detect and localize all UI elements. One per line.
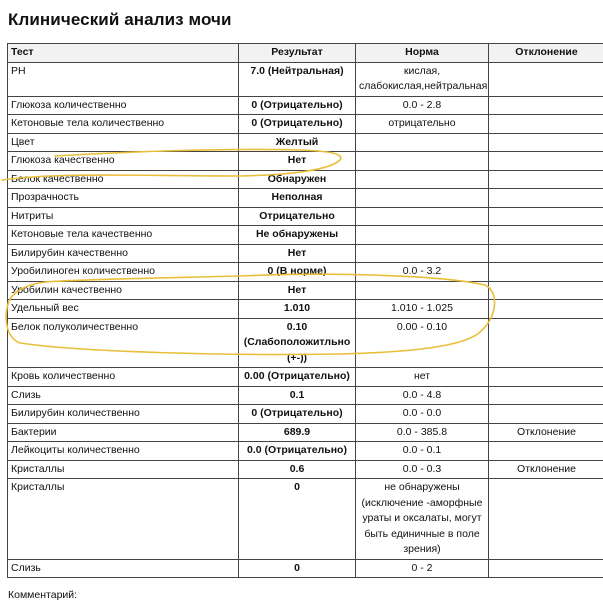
- cell-test: Прозрачность: [8, 189, 239, 208]
- cell-result: Нет: [239, 152, 356, 171]
- cell-norm: 0.0 - 4.8: [356, 386, 489, 405]
- cell-deviation: [489, 62, 603, 96]
- cell-result: Обнаружен: [239, 170, 356, 189]
- cell-norm: 0.0 - 0.3: [356, 460, 489, 479]
- cell-test: Бактерии: [8, 423, 239, 442]
- cell-result: Не обнаружены: [239, 226, 356, 245]
- table-row: [8, 62, 603, 96]
- cell-test: Кетоновые тела качественно: [8, 226, 239, 245]
- table-row: [8, 318, 603, 368]
- cell-norm: [356, 244, 489, 263]
- cell-norm: отрицательно: [356, 115, 489, 134]
- cell-test: Слизь: [8, 386, 239, 405]
- cell-deviation: [489, 152, 603, 171]
- cell-result: 0.6: [239, 460, 356, 479]
- cell-norm: [356, 152, 489, 171]
- cell-norm: [356, 189, 489, 208]
- cell-deviation: [489, 405, 603, 424]
- table-row: [8, 405, 603, 424]
- cell-result: 7.0 (Нейтральная): [239, 62, 356, 96]
- table-row: [8, 300, 603, 319]
- cell-deviation: [489, 207, 603, 226]
- cell-result: 0.00 (Отрицательно): [239, 368, 356, 387]
- cell-test: PH: [8, 62, 239, 96]
- table-row: [8, 442, 603, 461]
- cell-deviation: [489, 559, 603, 578]
- page-title: Клинический анализ мочи: [8, 10, 232, 30]
- cell-deviation: [489, 133, 603, 152]
- table-row: [8, 386, 603, 405]
- header-norm: Норма: [356, 44, 489, 63]
- cell-test: Глюкоза количественно: [8, 96, 239, 115]
- cell-result: Нет: [239, 281, 356, 300]
- cell-test: Удельный вес: [8, 300, 239, 319]
- cell-test: Кристаллы: [8, 479, 239, 560]
- cell-test: Билирубин количественно: [8, 405, 239, 424]
- cell-deviation: [489, 386, 603, 405]
- cell-test: Кетоновые тела количественно: [8, 115, 239, 134]
- table-row: [8, 133, 603, 152]
- table-row: [8, 96, 603, 115]
- cell-norm: [356, 226, 489, 245]
- table-row: [8, 152, 603, 171]
- table-row: [8, 207, 603, 226]
- cell-norm: нет: [356, 368, 489, 387]
- cell-norm: [356, 133, 489, 152]
- cell-test: Уробилиноген количественно: [8, 263, 239, 282]
- cell-result: 0.10 (Слабоположитльно (+-)): [239, 318, 356, 368]
- cell-deviation: [489, 442, 603, 461]
- comment-label: Комментарий:: [8, 589, 77, 601]
- cell-deviation: [489, 300, 603, 319]
- table-row: [8, 281, 603, 300]
- table-row: [8, 479, 603, 560]
- table-row: [8, 189, 603, 208]
- cell-result: Отрицательно: [239, 207, 356, 226]
- table-row: [8, 368, 603, 387]
- header-test: Тест: [8, 44, 239, 63]
- cell-test: Лейкоциты количественно: [8, 442, 239, 461]
- cell-deviation: [489, 479, 603, 560]
- table-header-row: [8, 44, 603, 63]
- header-deviation: Отклонение: [489, 44, 603, 63]
- cell-result: 1.010: [239, 300, 356, 319]
- cell-test: Билирубин качественно: [8, 244, 239, 263]
- cell-test: Белок полуколичественно: [8, 318, 239, 368]
- cell-result: Нет: [239, 244, 356, 263]
- cell-test: Кровь количественно: [8, 368, 239, 387]
- cell-result: 0: [239, 559, 356, 578]
- cell-deviation: Отклонение: [489, 460, 603, 479]
- cell-test: Кристаллы: [8, 460, 239, 479]
- cell-result: Желтый: [239, 133, 356, 152]
- table-body: [8, 62, 603, 578]
- cell-norm: 1.010 - 1.025: [356, 300, 489, 319]
- cell-result: 0 (Отрицательно): [239, 405, 356, 424]
- cell-deviation: [489, 368, 603, 387]
- table-row: [8, 423, 603, 442]
- cell-result: 0: [239, 479, 356, 560]
- cell-deviation: [489, 281, 603, 300]
- cell-result: 0.0 (Отрицательно): [239, 442, 356, 461]
- cell-deviation: [489, 263, 603, 282]
- cell-test: Нитриты: [8, 207, 239, 226]
- cell-result: 0 (В норме): [239, 263, 356, 282]
- cell-norm: 0.00 - 0.10: [356, 318, 489, 368]
- cell-test: Уробилин качественно: [8, 281, 239, 300]
- cell-result: Неполная: [239, 189, 356, 208]
- cell-test: Белок качественно: [8, 170, 239, 189]
- cell-norm: [356, 170, 489, 189]
- cell-norm: не обнаружены (исключение -аморфные ураты и оксалаты, могут быть единичные в поле зрения): [356, 479, 489, 560]
- cell-result: 0 (Отрицательно): [239, 96, 356, 115]
- table-row: [8, 115, 603, 134]
- cell-deviation: Отклонение: [489, 423, 603, 442]
- cell-norm: 0.0 - 2.8: [356, 96, 489, 115]
- cell-deviation: [489, 244, 603, 263]
- cell-deviation: [489, 226, 603, 245]
- cell-norm: кислая, слабокислая,нейтральная: [356, 62, 489, 96]
- cell-norm: [356, 207, 489, 226]
- cell-norm: 0 - 2: [356, 559, 489, 578]
- cell-norm: 0.0 - 3.2: [356, 263, 489, 282]
- results-table: [7, 43, 603, 578]
- cell-norm: 0.0 - 0.1: [356, 442, 489, 461]
- cell-deviation: [489, 115, 603, 134]
- cell-norm: 0.0 - 385.8: [356, 423, 489, 442]
- cell-norm: [356, 281, 489, 300]
- cell-deviation: [489, 318, 603, 368]
- table-row: [8, 460, 603, 479]
- cell-test: Глюкоза качественно: [8, 152, 239, 171]
- cell-test: Цвет: [8, 133, 239, 152]
- cell-result: 0.1: [239, 386, 356, 405]
- cell-result: 689.9: [239, 423, 356, 442]
- header-result: Результат: [239, 44, 356, 63]
- cell-deviation: [489, 170, 603, 189]
- table-row: [8, 559, 603, 578]
- cell-deviation: [489, 189, 603, 208]
- cell-deviation: [489, 96, 603, 115]
- table-row: [8, 170, 603, 189]
- cell-norm: 0.0 - 0.0: [356, 405, 489, 424]
- table-row: [8, 226, 603, 245]
- cell-test: Слизь: [8, 559, 239, 578]
- table-row: [8, 244, 603, 263]
- cell-result: 0 (Отрицательно): [239, 115, 356, 134]
- table-row: [8, 263, 603, 282]
